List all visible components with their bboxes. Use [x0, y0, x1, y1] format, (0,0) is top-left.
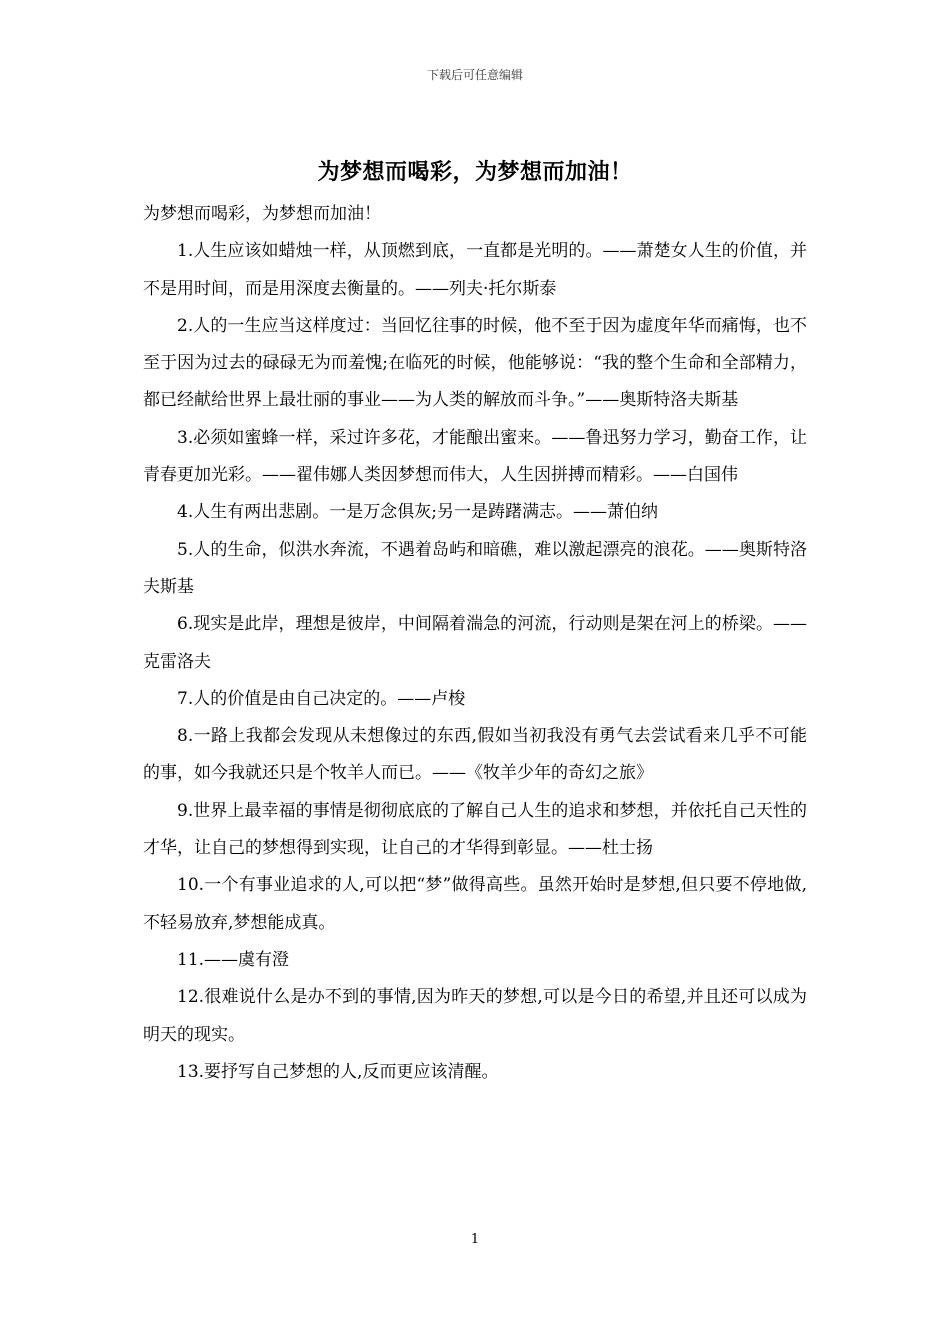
paragraph-12: 12.很难说什么是办不到的事情,因为昨天的梦想,可以是今日的希望,并且还可以成为明天的现实。	[143, 987, 807, 1045]
paragraph-9: 9.世界上最幸福的事情是彻彻底底的了解自己人生的追求和梦想，并依托自己天性的才华，让自己的梦想得到实现，让自己的才华得到彰显。——杜士扬	[143, 800, 807, 859]
paragraph-2: 2.人的一生应当这样度过：当回忆往事的时候，他不至于因为虚度年华而痛悔，也不至于因为过去的碌碌无为而羞愧;在临死的时候，他能够说：“我的整个生命和全部精力，都已经献给世界上最壮丽的事业——为人类的解放而斗争。”——奥斯特洛夫斯基	[143, 315, 807, 411]
paragraph-10: 10.一个有事业追求的人,可以把“梦”做得高些。虽然开始时是梦想,但只要不停地做,不轻易放弃,梦想能成真。	[143, 875, 807, 933]
paragraph-1: 1.人生应该如蜡烛一样，从顶燃到底，一直都是光明的。——萧楚女人生的价值，并不是用时间，而是用深度去衡量的。——列夫·托尔斯泰	[143, 241, 807, 299]
document-body	[143, 196, 807, 1091]
paragraph-7: 7.人的价值是由自己决定的。——卢梭	[177, 688, 466, 709]
paragraph-5: 5.人的生命，似洪水奔流，不遇着岛屿和暗礁，难以激起漂亮的浪花。——奥斯特洛夫斯基	[143, 539, 807, 597]
paragraph-3: 3.必须如蜜蜂一样，采过许多花，才能酿出蜜来。——鲁迅努力学习，勤奋工作，让青春更加光彩。——翟伟娜人类因梦想而伟大，人生因拼搏而精彩。——白国伟	[143, 427, 807, 486]
paragraph-8: 8.一路上我都会发现从未想像过的东西,假如当初我没有勇气去尝试看来几乎不可能的事，如今我就还只是个牧羊人而已。——《牧羊少年的奇幻之旅》	[143, 726, 807, 784]
paragraph-6: 6.现实是此岸，理想是彼岸，中间隔着湍急的河流，行动则是架在河上的桥梁。——克雷洛夫	[143, 614, 807, 672]
paragraph-4: 4.人生有两出悲剧。一是万念俱灰;另一是踌躇满志。——萧伯纳	[177, 502, 658, 523]
paragraph-11: 11.——虞有澄	[177, 949, 290, 970]
header-note: 下载后可任意编辑	[426, 68, 523, 82]
page-number: 1	[470, 1232, 480, 1247]
paragraph-13: 13.要抒写自己梦想的人,反而更应该清醒。	[177, 1061, 499, 1082]
body-subtitle: 为梦想而喝彩，为梦想而加油！	[143, 204, 381, 224]
document-title: 为梦想而喝彩，为梦想而加油！	[317, 159, 633, 185]
